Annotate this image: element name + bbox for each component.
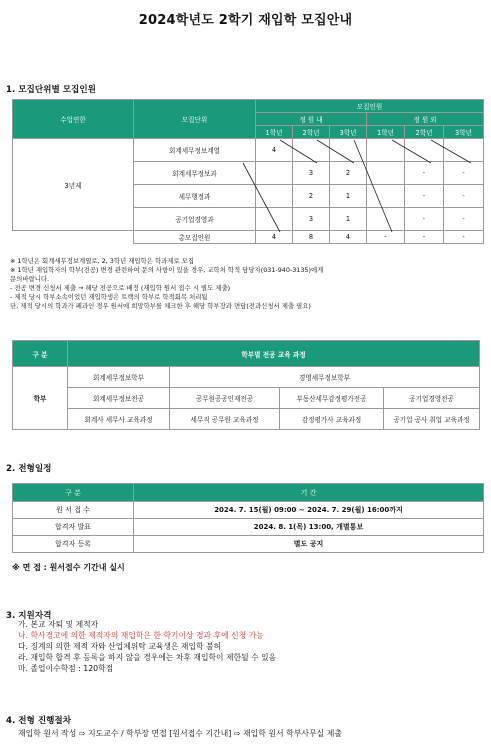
header-grade: 3학년: [330, 126, 367, 139]
quota-cell: -: [405, 208, 444, 231]
quota-cell: 3: [293, 208, 330, 231]
unit-cell: 회계세무정보계열: [134, 139, 256, 162]
header-outside: 정 원 외: [367, 113, 484, 126]
eligibility-item: 가. 본교 자퇴 및 제적자: [18, 620, 99, 629]
note-line: - 전공 변경 신청서 제출 → 해당 전공으로 배정 (재입학 원서 접수 시 별도 제출): [10, 284, 231, 292]
section-3-heading: 3. 지원자격: [6, 611, 52, 621]
unit-cell: 세무행정과: [134, 185, 256, 208]
total-cell: 4: [256, 231, 293, 244]
section-1-heading: 1. 모집단위별 모집인원: [6, 85, 96, 95]
eligibility-item: 라. 재입학 합격 후 등록을 하지 않을 경우에는 차후 재입학이 제한될 수 있음: [18, 653, 277, 662]
diagonal-lines: [0, 0, 491, 260]
quota-cell: -: [405, 162, 444, 185]
page-title: 2024학년도 2학기 재입학 모집안내: [138, 13, 353, 28]
dept-cell: 회계세무정보학부: [68, 367, 170, 388]
header-grade: 2학년: [293, 126, 330, 139]
quota-cell: -: [405, 185, 444, 208]
total-cell: 8: [293, 231, 330, 244]
course-cell: 공기업 공사 취업 교육과정: [384, 409, 480, 430]
quota-cell: 1: [330, 208, 367, 231]
header-grade: 1학년: [256, 126, 293, 139]
section-2-heading: 2. 전형일정: [6, 464, 52, 474]
track-row-label: 학부: [13, 367, 68, 430]
track-header-left: 구 분: [13, 341, 68, 367]
header-grade: 3학년: [444, 126, 484, 139]
schedule-value: 2024. 7. 15(월) 09:00 ~ 2024. 7. 29(월) 16:00까지: [134, 502, 484, 519]
major-cell: 공기업경영전공: [384, 388, 480, 409]
note-line: ※ 1학년은 회계세무정보계열로, 2, 3학년 재입학은 학과제로 모집: [10, 257, 194, 265]
note-line: 단, 제적 당시의 학과가 폐과인 경우 원서에 희망학부를 체크한 후 해당 학부장과 면담(전과신청서 제출 필요): [10, 302, 311, 310]
quota-cell: 1: [330, 185, 367, 208]
header-quota: 모집인원: [256, 100, 484, 113]
course-cell: 회계사 세무사 교육과정: [68, 409, 170, 430]
total-cell: -: [405, 231, 444, 244]
total-cell: 4: [330, 231, 367, 244]
schedule-header-left: 구 분: [13, 484, 134, 502]
schedule-note: ※ 면 접 : 원서접수 기간내 실시: [12, 563, 125, 572]
unit-cell: 공기업경영과: [134, 208, 256, 231]
track-table: [12, 340, 480, 430]
course-cell: 세무직 공무원 교육과정: [170, 409, 280, 430]
eligibility-item-highlight: 나. 학사경고에 의한 제적자의 재입학은 한 학기이상 경과 후에 신청 가능: [18, 631, 264, 640]
schedule-label: 합격자 발표: [13, 519, 134, 536]
header-year: 수업연한: [13, 100, 134, 139]
course-cell: 감정평가사 교육과정: [280, 409, 384, 430]
note-line: - 제적 당시 학부소속이었던 재입학생은 트랙의 학부로 학적회복 처리됨: [10, 293, 208, 301]
year-cell: 3년제: [13, 139, 134, 231]
procedure-flow: 재입학 원서 작성 ⇨ 지도교수 / 학부장 면접 [원서접수 기간내] ⇨ 재입학 원서 학부사무실 제출: [18, 729, 342, 738]
eligibility-item: 다. 징계의 의한 제적 자와 산업체위탁 교육생은 재입학 불허: [18, 642, 222, 651]
eligibility-item: 마. 졸업이수학점 : 120학점: [18, 664, 114, 673]
header-inside: 정 원 내: [256, 113, 367, 126]
quota-cell: -: [444, 208, 484, 231]
schedule-value: 2024. 8. 1(목) 13:00, 개별통보: [134, 519, 484, 536]
total-cell: -: [367, 231, 405, 244]
major-cell: 공무원공공인재전공: [170, 388, 280, 409]
major-cell: 회계세무정보전공: [68, 388, 170, 409]
schedule-table: [12, 483, 484, 553]
dept-cell: 경영세무정보학부: [170, 367, 480, 388]
track-header-right: 학부별 전공 교육 과정: [68, 341, 480, 367]
total-cell: -: [444, 231, 484, 244]
quota-cell: 4: [256, 139, 293, 162]
unit-cell: 회계세무정보과: [134, 162, 256, 185]
quota-cell: -: [444, 185, 484, 208]
header-grade: 2학년: [405, 126, 444, 139]
schedule-label: 합격자 등록: [13, 536, 134, 553]
note-line: ※ 1학년 재입학자의 학부(전공) 변경 관련하여 문의 사항이 있을 경우, 교학처 학적 담당자(031-940-3135)에게: [10, 266, 324, 274]
section-4-heading: 4. 전형 진행절차: [6, 716, 72, 726]
header-grade: 1학년: [367, 126, 405, 139]
schedule-header-right: 기 간: [134, 484, 484, 502]
quota-cell: -: [444, 162, 484, 185]
schedule-value: 별도 공지: [134, 536, 484, 553]
major-cell: 부동산세무감정평가전공: [280, 388, 384, 409]
schedule-label: 원 서 접 수: [13, 502, 134, 519]
note-line: 문의바랍니다.: [10, 275, 50, 283]
total-label: 총모집인원: [134, 231, 256, 244]
quota-cell: 2: [293, 185, 330, 208]
header-unit: 모집단위: [134, 100, 256, 139]
quota-cell: 3: [293, 162, 330, 185]
quota-cell: 2: [330, 162, 367, 185]
